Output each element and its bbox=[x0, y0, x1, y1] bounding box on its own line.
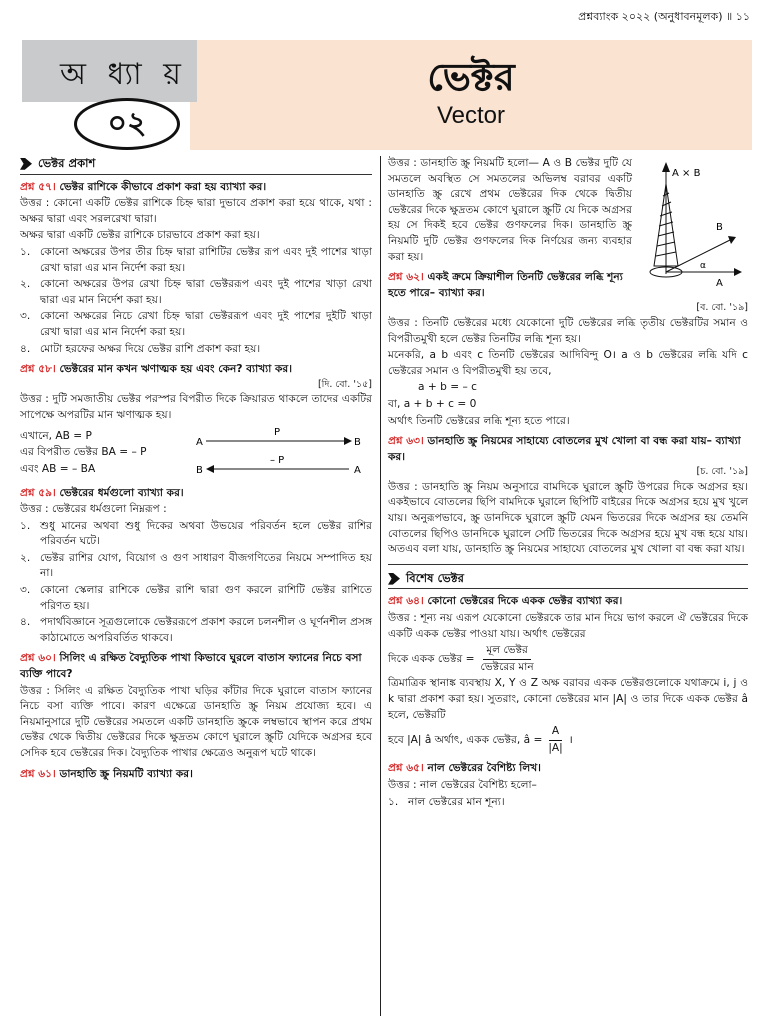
answer: উত্তর : তিনটি ভেক্টরের মধ্যে যেকোনো দুটি ভেক্টরের লব্ধি তৃতীয় ভেক্টরটির সমান ও বিপরীতমুখী হলে ভেক্টর তিনটির লব্ধি শূন্য হয়। bbox=[388, 316, 748, 345]
svg-text:B: B bbox=[716, 222, 723, 233]
svg-text:P: P bbox=[274, 426, 281, 438]
question-59: প্রশ্ন ৫৯। ভেক্টরের ধর্মগুলো ব্যাখ্যা কর। bbox=[20, 486, 184, 499]
chapter-number: ০২ bbox=[74, 98, 180, 150]
list-item: ৪. মোটা হরফের অক্ষর দিয়ে ভেক্টর রাশি প্রকাশ করা হয়। bbox=[20, 342, 261, 355]
fraction-line: দিকে একক ভেক্টর = $\frac{\text{মূল ভেক্টর}}{\text{ভেক্টরের মান}}$ bbox=[388, 644, 534, 673]
chapter-label: অ ধ্যা য় bbox=[60, 57, 187, 92]
section-heading: বিশেষ ভেক্টর bbox=[388, 571, 748, 590]
list-item: ২. কোনো অক্ষরের উপর রেখা চিহ্ন দ্বারা ভেক্টররূপ এবং দুই পাশের খাড়া রেখা দ্বারা এর মান নির্দেশ করা হয়। bbox=[20, 278, 372, 306]
answer: উত্তর : সিলিং এ রক্ষিত বৈদ্যুতিক পাখা ঘড়ির কাঁটার দিকে ঘুরালে বাতাস ফ্যানের নিচে বসা ব্যক্তি পাবে। কারণ এক্ষেত্রে ডানহাতি স্ক্রু নিয়ম প্রযোজ্য হবে। এ নিয়মানুসারে দুটি ভেক্টরের সমতলে একটি ডানহাতি স্ক্রুকে লম্বভাবে স্থাপন করে প্রথম ভেক্টর থেকে দ্বিতীয় ভেক্টরের দিকে ক্ষুদ্রতম কোণে ঘুরালে স্ক্রুটি যেদিকে অগ্রসর হবে সেদিক হবে ভেক্টরের দিক। বৈদ্যুতিক পাখার ক্ষেত্রেও অনুরূপ ঘটে থাকে। bbox=[20, 684, 373, 759]
question-65: প্রশ্ন ৬৫। নাল ভেক্টরের বৈশিষ্ট্য লিখ। bbox=[388, 762, 541, 775]
board-reference: [ব. বো. '১৯] bbox=[696, 302, 748, 314]
equation: বা, a + b + c = 0 bbox=[388, 397, 477, 410]
divider bbox=[388, 564, 748, 565]
answer: উত্তর : নাল ভেক্টরের বৈশিষ্ট্য হলো– bbox=[388, 778, 537, 791]
svg-text:α: α bbox=[700, 261, 706, 271]
answer-line: অক্ষর দ্বারা একটি ভেক্টর রাশিকে চারভাবে প্রকাশ করা হয়। bbox=[20, 229, 260, 242]
answer: উত্তর : শূন্য নয় এরূপ যেকোনো ভেক্টরকে তার মান দিয়ে ভাগ করলে ঐ ভেক্টরের দিকে একটি একক ভেক্টর পাওয়া যায়। অর্থাৎ ভেক্টরের bbox=[388, 612, 749, 640]
answer: উত্তর : ভেক্টরের ধর্মগুলো নিম্নরূপ : bbox=[20, 503, 167, 516]
equation: এখানে, AB = P bbox=[20, 429, 92, 442]
right-hand-screw-diagram bbox=[638, 156, 748, 286]
answer: উত্তর : ডানহাতি স্ক্রু নিয়মটি হলো— A ও B ভেক্টর দুটি যে সমতলে অবস্থিত সে সমতলের অভিলম্ব বরাবর একটি ডানহাতি স্ক্রু রেখে প্রথম ভেক্টরের দিক থেকে দ্বিতীয় ভেক্টরের দিকে ক্ষুদ্রতম কোণে ঘুরালে স্ক্রুটি যে দিকে অগ্রসর হয় সে দিকই হবে ভেক্টর গুণফলের দিক। ডানহাতি স্ক্রু নিয়মটি দুটি ভেক্টর গুণফলের দিক নির্ণয়ের জন্য ব্যবহার করা হয়। bbox=[388, 157, 633, 263]
svg-text:B: B bbox=[354, 436, 361, 448]
arrow-marker-icon bbox=[388, 573, 400, 585]
column-divider bbox=[380, 156, 381, 1016]
equation: এর বিপরীত ভেক্টর BA = – P bbox=[20, 446, 147, 459]
list-item: ৩. কোনো অক্ষরের নিচে রেখা চিহ্ন দ্বারা ভেক্টররূপ এবং দুই পাশের দুইটি খাড়া রেখা দ্বারা এর মান নির্দেশ করা হয়। bbox=[20, 310, 372, 338]
running-head: প্রশ্নব্যাংক ২০২২ (অনুধাবনমূলক) ॥ ১১ bbox=[578, 10, 750, 23]
arrow-marker-icon bbox=[20, 158, 32, 170]
chapter-banner bbox=[22, 40, 752, 150]
question-60: প্রশ্ন ৬০। সিলিং এ রক্ষিত বৈদ্যুতিক পাখা কিভাবে ঘুরলে বাতাস ফ্যানের নিচে বসা ব্যক্তি পাবে? bbox=[20, 652, 362, 681]
chapter-title-bn: ভেক্টর bbox=[427, 55, 515, 99]
svg-text:A × B: A × B bbox=[672, 168, 701, 179]
section-heading: ভেক্টর প্রকাশ bbox=[20, 156, 372, 175]
svg-text:A: A bbox=[716, 278, 723, 286]
question-58: প্রশ্ন ৫৮। ভেক্টরের মান কখন ঋণাত্মক হয় এবং কেন? ব্যাখ্যা কর। bbox=[20, 363, 293, 376]
equation: a + b = – c bbox=[418, 381, 477, 394]
question-64: প্রশ্ন ৬৪। কোনো ভেক্টরের দিকে একক ভেক্টর ব্যাখ্যা কর। bbox=[388, 595, 623, 608]
question-61: প্রশ্ন ৬১। ডানহাতি স্ক্রু নিয়মটি ব্যাখ্যা কর। bbox=[20, 767, 193, 780]
svg-text:B: B bbox=[196, 464, 203, 476]
question-57: প্রশ্ন ৫৭। ভেক্টর রাশিকে কীভাবে প্রকাশ করা হয় ব্যাখ্যা কর। bbox=[20, 180, 267, 193]
answer-line: মনেকরি, a b এবং c তিনটি ভেক্টরের আদিবিন্দু O। a ও b ভেক্টরের লব্ধি যদি c ভেক্টরের সমান ও বিপরীতমুখী হয় তবে, bbox=[388, 349, 748, 377]
list-item: ৩. কোনো স্কেলার রাশিকে ভেক্টর রাশি দ্বারা গুণ করলে রাশিটি ভেক্টর রাশিতে পরিণত হয়। bbox=[20, 584, 372, 612]
answer-line: ত্রিমাত্রিক স্থানাঙ্ক ব্যবস্থায় X, Y ও Z অক্ষ বরাবর একক ভেক্টরগুলোকে যথাক্রমে i, j ও k দ্বারা প্রকাশ করা হয়। সুতরাং, কোনো ভেক্টরের মান |A| ও তার দিকে একক ভেক্টর â হলে, ভেক্টরটি bbox=[388, 677, 748, 721]
svg-text:A: A bbox=[354, 464, 361, 476]
answer-line: অর্থাৎ তিনটি ভেক্টরের লব্ধি শূন্য হতে পারে। bbox=[388, 414, 570, 427]
svg-text:A: A bbox=[196, 436, 203, 448]
answer: উত্তর : দুটি সমজাতীয় ভেক্টর পরস্পর বিপরীত দিকে ক্রিয়ারত থাকলে তাদের একটির সাপেক্ষে অপরটির মান ঋণাত্মক হয়। bbox=[20, 393, 373, 421]
board-reference: [চ. বো. '১৯] bbox=[696, 466, 748, 478]
question-63: প্রশ্ন ৬৩। ডানহাতি স্ক্রু নিয়মের সাহায্যে বোতলের মুখ খোলা বা বন্ধ করা যায়– ব্যাখ্যা কর। bbox=[388, 435, 741, 463]
vector-ab-diagram bbox=[194, 425, 364, 481]
left-column bbox=[20, 156, 372, 783]
question-62: প্রশ্ন ৬২। একই ক্রমে ক্রিয়াশীল তিনটি ভেক্টরের লব্ধি শূন্য হতে পারে– ব্যাখ্যা কর। bbox=[388, 271, 623, 299]
list-item: ১. নাল ভেক্টরের মান শূন্য। bbox=[388, 795, 505, 808]
answer: উত্তর : কোনো একটি ভেক্টর রাশিকে চিহ্ন দ্বারা দুভাবে প্রকাশ করা হয়ে থাকে, যথা : অক্ষর দ্বারা এবং সরলরেখা দ্বারা। bbox=[20, 197, 372, 225]
list-item: ১. কোনো অক্ষরের উপর তীর চিহ্ন দ্বারা রাশিটির ভেক্টর রূপ এবং দুই পাশের খাড়া রেখা দ্বারা এর মান নির্দেশ করা হয়। bbox=[20, 245, 372, 274]
chapter-title-en: Vector bbox=[436, 102, 506, 129]
right-column bbox=[388, 156, 748, 811]
svg-text:– P: – P bbox=[270, 454, 285, 466]
fraction-line: হবে |A| â অর্থাৎ, একক ভেক্টর, â = $\frac{A}{|A|}$ । bbox=[388, 725, 573, 754]
answer: উত্তর : ডানহাতি স্ক্রু নিয়ম অনুসারে বামদিকে ঘুরালে স্ক্রুটি উপরের দিকে অগ্রসর হয়। একইভাবে বোতলের ছিপি বামদিকে ঘুরালে ছিপিটি বাইরের দিকে অগ্রসর হয়ে মুখ খুলে যায়। অনুরূপভাবে, স্ক্রু ডানদিকে ঘুরালে স্ক্রুটি যেমন ভিতরের দিকে অগ্রসর হয় তেমনি বোতলের ছিপিও ডানদিকে ঘুরালে সেটি ভিতরের দিকে অগ্রসর হয়ে মুখ বন্ধ হয়ে যায়। অতএব বলা যায়, ডানহাতি স্ক্রু নিয়মের সাহায্যে বোতলের মুখ খোলা বা বন্ধ করা যায়। bbox=[388, 480, 748, 556]
board-reference: [দি. বো. '১৫] bbox=[317, 378, 372, 390]
list-item: ৪. পদার্থবিজ্ঞানে সূত্রগুলোকে ভেক্টররূপে প্রকাশ করলে চলনশীল ও ঘূর্ণনশীল প্রসঙ্গ কাঠামোতে অপরিবর্তিত থাকবে। bbox=[20, 616, 372, 644]
list-item: ১. শুধু মানের অথবা শুধু দিকের অথবা উভয়ের পরিবর্তন হলে ভেক্টর রাশির পরিবর্তন ঘটে। bbox=[20, 519, 372, 548]
equation: এবং AB = – BA bbox=[20, 462, 96, 475]
list-item: ২. ভেক্টর রাশির যোগ, বিয়োগ ও গুণ সাধারণ বীজগণিতের নিয়মে সম্পাদিত হয় না। bbox=[20, 551, 372, 580]
